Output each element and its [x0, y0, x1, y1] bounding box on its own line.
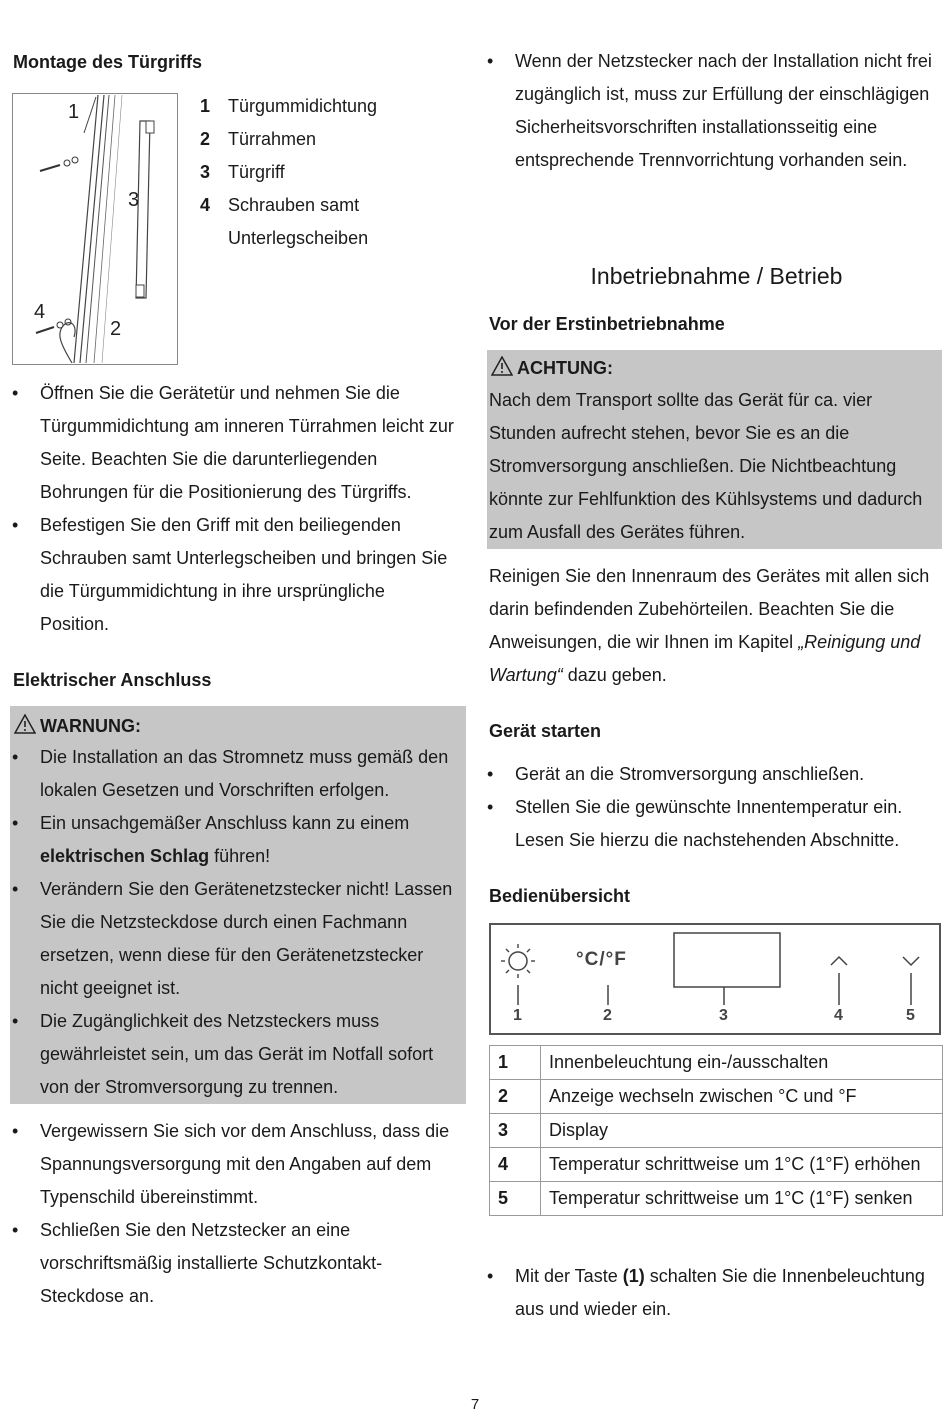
key-number: 5 — [490, 1182, 541, 1216]
table-row — [490, 1182, 943, 1216]
caution-text: Nach dem Transport sollte das Gerät für ca. vier Stunden aufrecht stehen, bevor Sie es an die Stromversorgung anschließen. Die Nichtbeachtung könnte zur Fehlfunktion des Kühlsystems und dadurch zum Ausfall des Gerätes führen. — [489, 390, 923, 542]
key-description: Temperatur schrittweise um 1°C (1°F) senken — [541, 1182, 943, 1216]
legend-num: 4 — [200, 195, 211, 215]
legend-num: 3 — [200, 162, 211, 182]
mount-heading: Montage des Türgriffs — [13, 52, 203, 72]
legend-item — [200, 129, 316, 150]
text-run: Ein unsachgemäßer Anschluss kann zu einem — [40, 813, 410, 833]
connection-bullets — [12, 1115, 452, 1313]
table-row — [490, 1114, 943, 1148]
key-description: Temperatur schrittweise um 1°C (1°F) erhöhen — [541, 1148, 943, 1182]
legend-item — [200, 96, 377, 117]
legend-text: Türrahmen — [228, 129, 317, 149]
controls-table — [489, 1045, 943, 1216]
panel-number: 2 — [603, 1007, 612, 1024]
table-row — [490, 1148, 943, 1182]
control-panel-drawing — [491, 925, 939, 1033]
key-number: 2 — [490, 1080, 541, 1114]
panel-number: 3 — [719, 1007, 728, 1024]
legend-item — [200, 228, 368, 249]
down-arrow — [903, 957, 919, 965]
caution-header — [491, 356, 613, 379]
text-run: führen! — [209, 846, 271, 866]
figure-label-1: 1 — [68, 101, 80, 123]
control-panel-diagram — [489, 923, 941, 1035]
light-icon — [501, 944, 535, 978]
list-item: • Wenn der Netzstecker nach der Installation nicht frei zugänglich ist, muss zur Erfüllung der einschlägigen Sicherheitsvorschriften installationsseitig eine entsprechende Trennvorrichtung vorhanden sein. — [487, 45, 937, 177]
key-number: 3 — [490, 1114, 541, 1148]
list-item: • Öffnen Sie die Gerätetür und nehmen Sie die Türgummidichtung am inneren Türrahmen leicht zur Seite. Beachten Sie die darunterliegenden Bohrungen für die Positionierung des Türgriffs. — [12, 377, 457, 509]
list-item: • Verändern Sie den Gerätenetzstecker nicht! Lassen Sie die Netzsteckdose durch einen Fachmann ersetzen, wenn diese für den Gerätenetzstecker nicht geeignet ist. — [12, 873, 458, 1005]
panel-number: 4 — [834, 1007, 843, 1024]
key-description: Innenbeleuchtung ein-/ausschalten — [541, 1046, 943, 1080]
warning-title: WARNUNG: — [40, 716, 141, 736]
text-run: schalten Sie die Innenbeleuchtung aus und wieder ein. — [515, 1266, 925, 1319]
up-arrow — [831, 957, 847, 965]
figure-label-2: 2 — [110, 318, 122, 340]
panel-number: 1 — [513, 1007, 522, 1024]
text-run: Reinigen Sie den Innenraum des Gerätes mit allen sich darin befindenden Zubehörteilen. Beachten Sie die Anweisungen, die wir Ihnen im Kapitel — [489, 566, 930, 652]
legend-text: Schrauben samt — [228, 195, 360, 215]
text-run: Mit der Taste — [515, 1266, 623, 1286]
door-handle-drawing — [12, 93, 178, 365]
list-item — [487, 1260, 932, 1326]
list-item: • Stellen Sie die gewünschte Innentemperatur ein. Lesen Sie hierzu die nachstehenden Abschnitte. — [487, 791, 937, 857]
page-number: 7 — [470, 1396, 480, 1413]
unit-toggle-label: °C/°F — [576, 949, 627, 970]
list-item: • Befestigen Sie den Griff mit den beiliegenden Schrauben samt Unterlegscheiben und bringen Sie die Türgummidichtung in ihre ursprüngliche Position. — [12, 509, 457, 641]
cleaning-paragraph — [489, 560, 941, 692]
key-number: 1 — [490, 1046, 541, 1080]
panel-number: 5 — [906, 1007, 915, 1024]
list-item — [12, 807, 458, 873]
legend-item — [200, 162, 285, 183]
text-run: dazu geben. — [562, 665, 667, 685]
legend-num: 1 — [200, 96, 211, 116]
chapter-reference: „Reinigung und Wartung“ — [489, 632, 921, 685]
legend-text: Unterlegscheiben — [228, 228, 369, 248]
before-first-use-heading: Vor der Erstinbetriebnahme — [489, 314, 725, 334]
start-bullets — [487, 758, 937, 857]
legend-text: Türgummidichtung — [228, 96, 378, 116]
bold-text: elektrischen Schlag — [40, 846, 210, 866]
key-description: Display — [541, 1114, 943, 1148]
legend-num: 2 — [200, 129, 211, 149]
key-number: 4 — [490, 1148, 541, 1182]
warning-triangle-icon — [491, 356, 513, 376]
warning-triangle-icon — [14, 714, 36, 734]
controls-heading: Bedienübersicht — [489, 886, 631, 906]
warning-bullets — [12, 741, 458, 1104]
figure-label-4: 4 — [34, 301, 46, 323]
start-heading: Gerät starten — [489, 721, 602, 741]
section-title-text: Inbetriebnahme / Betrieb — [590, 263, 843, 289]
list-item: • Schließen Sie den Netzstecker an eine vorschriftsmäßig installierte Schutzkontakt-Steckdose an. — [12, 1214, 452, 1313]
mount-bullets — [12, 377, 457, 641]
legend-item — [200, 195, 359, 216]
warning-header — [14, 714, 141, 737]
key-description: Anzeige wechseln zwischen °C und °F — [541, 1080, 943, 1114]
list-item: • Vergewissern Sie sich vor dem Anschluss, dass die Spannungsversorgung mit den Angaben auf dem Typenschild übereinstimmt. — [12, 1115, 452, 1214]
legend-text: Türgriff — [228, 162, 285, 182]
list-item: • Gerät an die Stromversorgung anschließen. — [487, 758, 937, 791]
figure-label-3: 3 — [128, 189, 140, 211]
caution-title: ACHTUNG: — [517, 358, 613, 378]
table-row — [490, 1046, 943, 1080]
elec-heading: Elektrischer Anschluss — [13, 670, 212, 690]
list-item: • Die Installation an das Stromnetz muss gemäß den lokalen Gesetzen und Vorschriften erfolgen. — [12, 741, 458, 807]
display-window — [674, 933, 780, 987]
bold-text: (1) — [622, 1266, 645, 1286]
final-bullets — [487, 1260, 932, 1326]
table-row — [490, 1080, 943, 1114]
section-title — [487, 263, 942, 290]
list-item: • Die Zugänglichkeit des Netzsteckers muss gewährleistet sein, um das Gerät im Notfall sofort von der Stromversorgung zu trennen. — [12, 1005, 458, 1104]
top-bullets — [487, 45, 937, 177]
door-handle-figure — [12, 93, 178, 365]
